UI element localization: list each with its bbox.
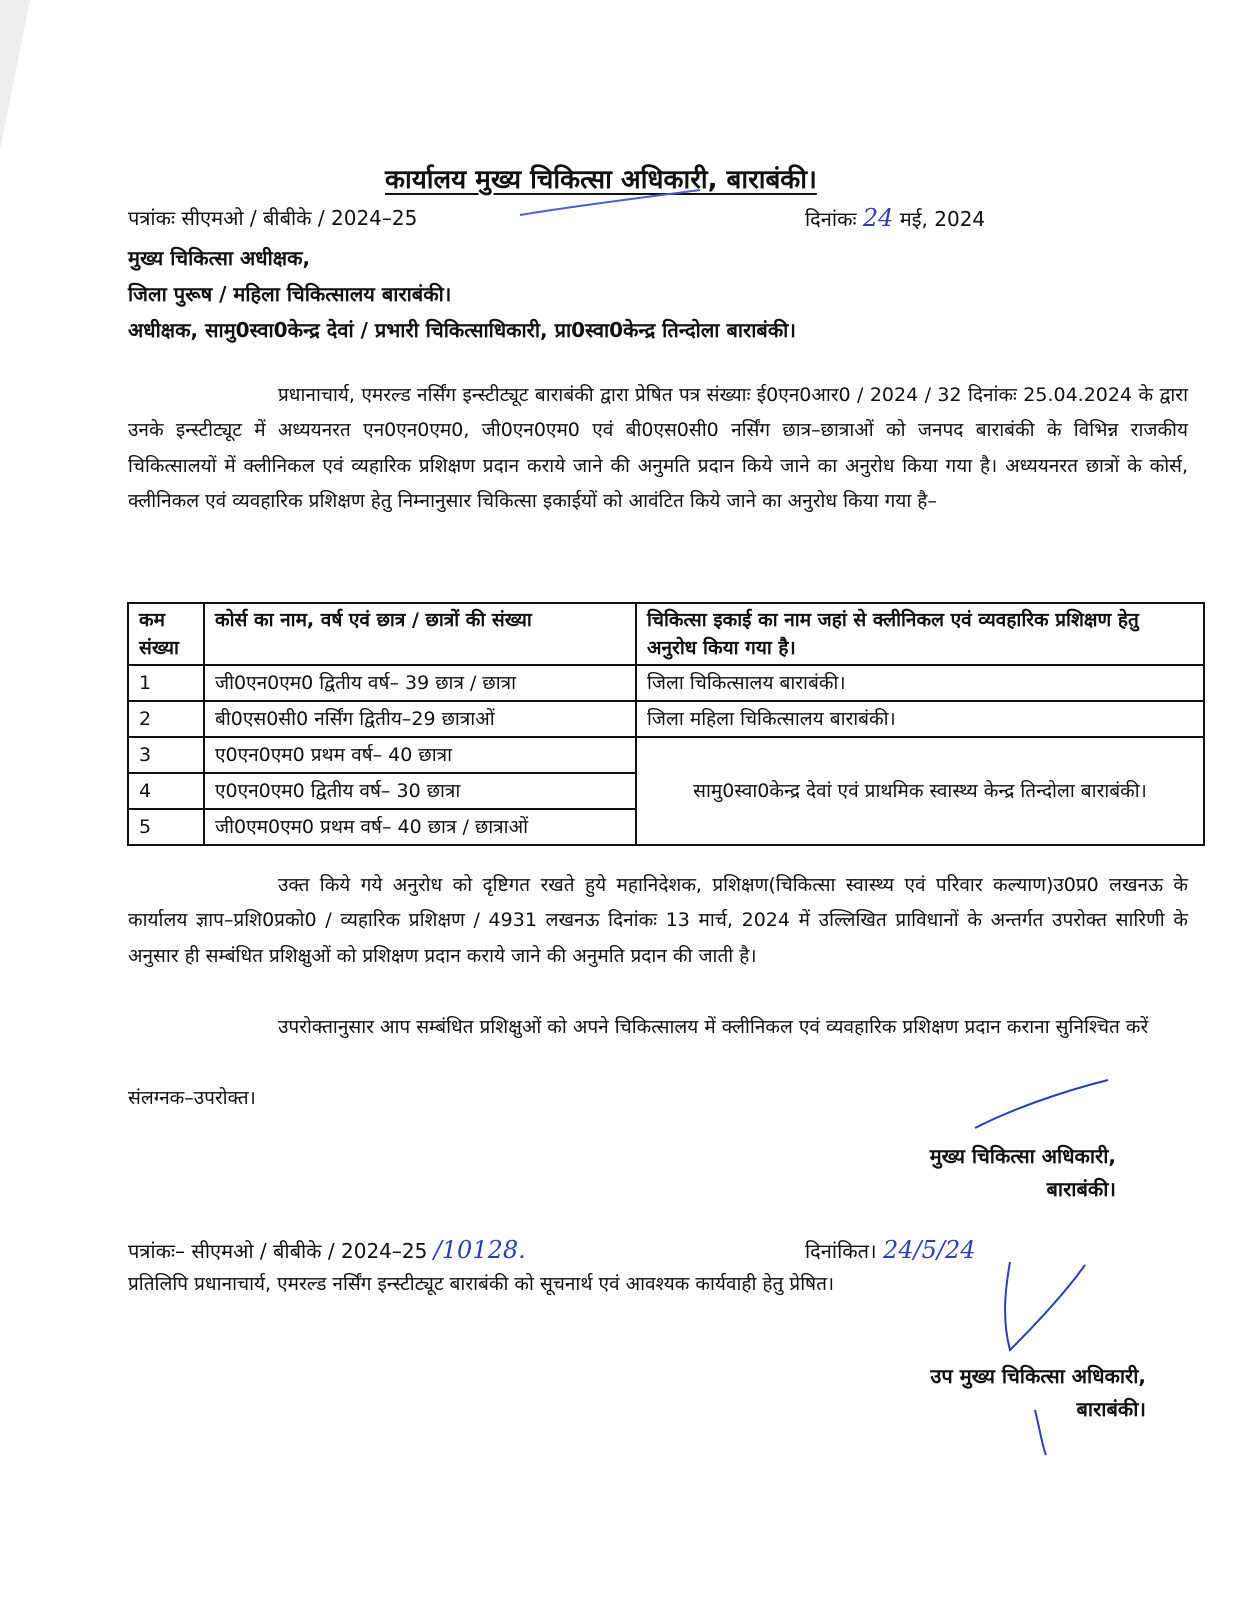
recipient-line: मुख्य चिकित्सा अधीक्षक,: [128, 246, 311, 270]
copy-ref-label: पत्रांकः–: [128, 1239, 185, 1263]
signatory-place: बाराबंकी।: [1046, 1177, 1116, 1201]
handwritten-date: 24: [862, 204, 894, 232]
serial-cell: 5: [128, 809, 204, 845]
date-label: दिनांकः: [805, 207, 857, 231]
signatory-title: मुख्य चिकित्सा अधिकारी,: [929, 1144, 1116, 1168]
signatory-place: बाराबंकी।: [1076, 1397, 1146, 1421]
course-cell: बी0एस0सी0 नर्सिंग द्वितीय–29 छात्राओं: [204, 701, 636, 737]
copy-text: प्रतिलिपि प्रधानाचार्य, एमरल्ड नर्सिंग इन्स्टीट्यूट बाराबंकी को सूचनार्थ एवं आवश्यक कार्यवाही हेतु प्रेषित।: [128, 1273, 835, 1295]
ref-label: पत्रांकः: [128, 206, 175, 230]
course-cell: जी0एन0एम0 द्वितीय वर्ष– 39 छात्र / छात्रा: [204, 665, 636, 701]
serial-cell: 4: [128, 773, 204, 809]
recipient-line: जिला पुरूष / महिला चिकित्सालय बाराबंकी।: [128, 282, 452, 306]
enclosure-note: संलग्नक–उपरोक्त।: [128, 1087, 256, 1109]
serial-cell: 3: [128, 737, 204, 773]
course-cell: ए0एन0एम0 द्वितीय वर्ष– 30 छात्रा: [204, 773, 636, 809]
recipient-line: अधीक्षक, सामु0स्वा0केन्द्र देवां / प्रभारी चिकित्साधिकारी, प्रा0स्वा0केन्द्र तिन्दोला बाराबंकी।: [128, 318, 796, 342]
course-cell: ए0एन0एम0 प्रथम वर्ष– 40 छात्रा: [204, 737, 636, 773]
body-paragraph: प्रधानाचार्य, एमरल्ड नर्सिंग इन्स्टीट्यूट बाराबंकी द्वारा प्रेषित पत्र संख्याः ई0एन0आर0 / 2024 / 32 दिनांकः 25.04.2024 के द्वारा उनके इन्स्टीट्यूट में अध्ययनरत एन0एन0एम0, जी0एन0एम0 एवं बी0एस0सी0 नर्सिंग छात्र–छात्राओं को जनपद बाराबंकी के विभिन्न राजकीय चिकित्सालयों में क्लीनिकल एवं व्यहारिक प्रशिक्षण प्रदान कराये जाने की अनुमति प्रदान किये जाने का अनुरोध किया गया है। अध्ययनरत छात्रों के कोर्स, क्लीनिकल एवं व्यवहारिक प्रशिक्षण हेतु निम्नानुसार चिकित्सा इकाईयों को आवंटित किये जाने का अनुरोध किया गया है–: [128, 384, 1188, 513]
signatory-title: उप मुख्य चिकित्सा अधिकारी,: [930, 1364, 1146, 1388]
header-cell: चिकित्सा इकाई का नाम जहां से क्लीनिकल एवं व्यवहारिक प्रशिक्षण हेतु अनुरोध किया गया है।: [636, 603, 1204, 665]
header-cell: कोर्स का नाम, वर्ष एवं छात्र / छात्रों की संख्या: [204, 603, 636, 665]
unit-cell: जिला चिकित्सालय बाराबंकी।: [636, 665, 1204, 701]
serial-cell: 1: [128, 665, 204, 701]
course-cell: जी0एम0एम0 प्रथम वर्ष– 40 छात्र / छात्राओं: [204, 809, 636, 845]
unit-cell: सामु0स्वा0केन्द्र देवां एवं प्राथमिक स्वास्थ्य केन्द्र तिन्दोला बाराबंकी।: [636, 737, 1204, 845]
date-rest: मई, 2024: [899, 207, 986, 231]
handwritten-copy-date: 24/5/24: [882, 1236, 976, 1264]
office-heading: कार्यालय मुख्य चिकित्सा अधिकारी, बाराबंकी।: [385, 165, 817, 195]
body-paragraph: उपरोक्तानुसार आप सम्बंधित प्रशिक्षुओं को अपने चिकित्सालय में क्लीनिकल एवं व्यवहारिक प्रशिक्षण प्रदान कराना सुनिश्चित करें: [278, 1016, 1149, 1038]
copy-ref-number: सीएमओ / बीबीके / 2024–25: [191, 1239, 428, 1263]
body-paragraph: उक्त किये गये अनुरोध को दृष्टिगत रखते हुये महानिदेशक, प्रशिक्षण(चिकित्सा स्वास्थ्य एवं परिवार कल्याण)उ0प्र0 लखनऊ के कार्यालय ज्ञाप–प्रशि0प्रको0 / व्यहारिक प्रशिक्षण / 4931 लखनऊ दिनांकः 13 मार्च, 2024 में उल्लिखित प्राविधानों के अन्तर्गत उपरोक्त सारिणी के अनुसार ही सम्बंधित प्रशिक्षुओं को प्रशिक्षण प्रदान कराये जाने की अनुमति प्रदान की जाती है।: [128, 874, 1188, 967]
signature-stroke: [1035, 1410, 1046, 1455]
serial-cell: 2: [128, 701, 204, 737]
header-cell: कम संख्या: [128, 603, 204, 665]
copy-date-label: दिनांकित।: [805, 1239, 877, 1263]
handwritten-dispatch-number: /10128.: [433, 1236, 526, 1264]
signature-stroke: [1005, 1262, 1085, 1350]
signature-stroke: [975, 1080, 1108, 1128]
ref-number: सीएमओ / बीबीके / 2024–25: [181, 206, 418, 230]
ink-underline-stroke: [520, 190, 700, 215]
unit-cell: जिला महिला चिकित्सालय बाराबंकी।: [636, 701, 1204, 737]
